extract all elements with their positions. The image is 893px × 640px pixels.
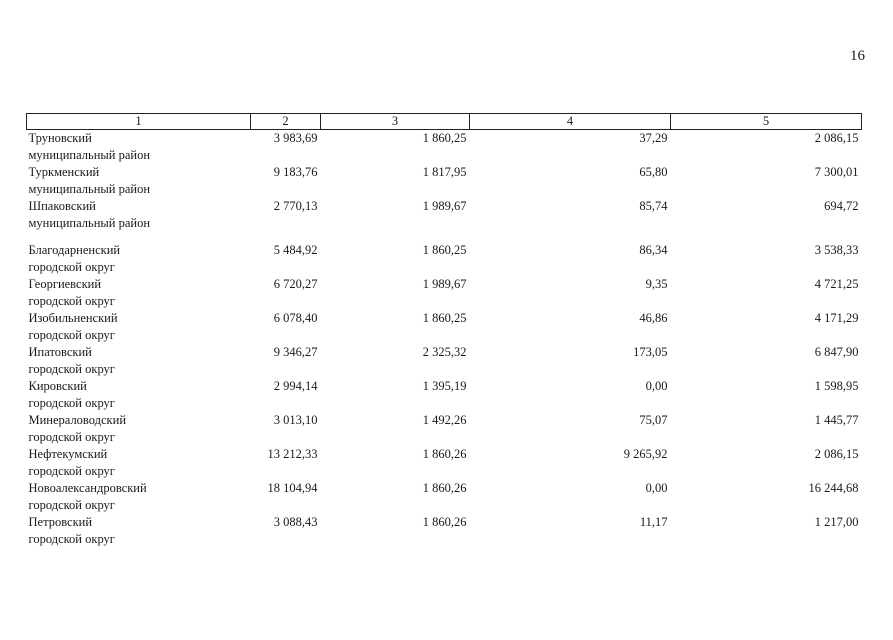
territory-name-line: городской округ xyxy=(28,498,115,512)
value-cell-5: 16 244,68 xyxy=(808,481,859,495)
territory-name-cell xyxy=(27,514,251,548)
territory-name-cell xyxy=(27,276,251,310)
value-cell-2: 18 104,94 xyxy=(267,481,318,495)
value-cell-3: 1 395,19 xyxy=(422,379,467,393)
value-cell-4: 86,34 xyxy=(639,243,668,257)
value-cell-2: 5 484,92 xyxy=(273,243,318,257)
territory-name-line: муниципальный район xyxy=(28,216,151,230)
value-cell-3: 1 989,67 xyxy=(422,199,467,213)
territory-name-cell xyxy=(27,446,251,480)
table-row xyxy=(27,198,862,242)
territory-name-line: Ипатовский xyxy=(28,345,92,359)
table-header-row xyxy=(27,114,862,130)
column-header-3: 3 xyxy=(321,114,470,130)
column-header-4: 4 xyxy=(470,114,671,130)
value-cell-4: 0,00 xyxy=(645,379,668,393)
value-cell-3: 1 492,26 xyxy=(422,413,467,427)
territory-name-cell xyxy=(27,378,251,412)
territory-name-line: городской округ xyxy=(28,328,115,342)
column-header-1: 1 xyxy=(27,114,251,130)
value-cell-2: 3 013,10 xyxy=(273,413,318,427)
value-cell-4: 37,29 xyxy=(639,131,668,145)
value-cell-4: 9,35 xyxy=(645,277,668,291)
value-cell-2: 3 983,69 xyxy=(273,131,318,145)
value-cell-3: 1 817,95 xyxy=(422,165,467,179)
value-cell-5: 3 538,33 xyxy=(814,243,859,257)
value-cell-4: 9 265,92 xyxy=(623,447,668,461)
territory-name-line: Труновский xyxy=(28,131,92,145)
value-cell-4: 0,00 xyxy=(645,481,668,495)
territory-name-line: городской округ xyxy=(28,464,115,478)
value-cell-5: 1 598,95 xyxy=(814,379,859,393)
territory-name-cell xyxy=(27,480,251,514)
territory-name-line: Благодарненский xyxy=(28,243,121,257)
value-cell-2: 3 088,43 xyxy=(273,515,318,529)
territory-name-line: Шпаковский xyxy=(28,199,96,213)
value-cell-3: 1 860,25 xyxy=(422,131,467,145)
value-cell-2: 13 212,33 xyxy=(267,447,318,461)
value-cell-3: 1 860,26 xyxy=(422,481,467,495)
territory-name-line: Нефтекумский xyxy=(28,447,108,461)
territory-name-cell xyxy=(27,198,251,242)
value-cell-5: 1 445,77 xyxy=(814,413,859,427)
value-cell-4: 85,74 xyxy=(639,199,668,213)
table-row xyxy=(27,344,862,378)
territory-name-line: Георгиевский xyxy=(28,277,102,291)
value-cell-4: 46,86 xyxy=(639,311,668,325)
value-cell-5: 7 300,01 xyxy=(814,165,859,179)
table-row xyxy=(27,514,862,548)
value-cell-3: 1 860,26 xyxy=(422,515,467,529)
column-header-5: 5 xyxy=(671,114,862,130)
value-cell-2: 9 183,76 xyxy=(273,165,318,179)
value-cell-5: 1 217,00 xyxy=(814,515,859,529)
value-cell-4: 75,07 xyxy=(639,413,668,427)
territory-name-cell xyxy=(27,412,251,446)
data-table xyxy=(26,113,862,548)
table-row xyxy=(27,446,862,480)
page-number: 16 xyxy=(850,48,865,64)
territory-name-line: Изобильненский xyxy=(28,311,118,325)
value-cell-2: 6 078,40 xyxy=(273,311,318,325)
territory-name-line: городской округ xyxy=(28,294,115,308)
value-cell-2: 2 770,13 xyxy=(273,199,318,213)
value-cell-3: 1 860,25 xyxy=(422,243,467,257)
table-row xyxy=(27,130,862,165)
table-row xyxy=(27,310,862,344)
territory-name-cell xyxy=(27,164,251,198)
territory-name-line: Новоалександровский xyxy=(28,481,147,495)
value-cell-5: 4 171,29 xyxy=(814,311,859,325)
value-cell-5: 694,72 xyxy=(824,199,859,213)
value-cell-5: 4 721,25 xyxy=(814,277,859,291)
territory-name-line: Минераловодский xyxy=(28,413,127,427)
territory-name-line: муниципальный район xyxy=(28,182,151,196)
value-cell-5: 6 847,90 xyxy=(814,345,859,359)
value-cell-5: 2 086,15 xyxy=(814,447,859,461)
value-cell-4: 11,17 xyxy=(639,515,668,529)
table-row xyxy=(27,412,862,446)
territory-name-line: городской округ xyxy=(28,532,115,546)
territory-name-cell xyxy=(27,130,251,165)
table-row xyxy=(27,276,862,310)
territory-name-line: Туркменский xyxy=(28,165,100,179)
table-row xyxy=(27,242,862,276)
territory-name-line: городской округ xyxy=(28,396,115,410)
table-row xyxy=(27,480,862,514)
table-row xyxy=(27,164,862,198)
value-cell-4: 65,80 xyxy=(639,165,668,179)
value-cell-3: 1 860,25 xyxy=(422,311,467,325)
territory-name-cell xyxy=(27,242,251,276)
territory-name-line: Петровский xyxy=(28,515,93,529)
territory-name-cell xyxy=(27,344,251,378)
value-cell-3: 1 989,67 xyxy=(422,277,467,291)
value-cell-5: 2 086,15 xyxy=(814,131,859,145)
value-cell-2: 9 346,27 xyxy=(273,345,318,359)
territory-name-line: городской округ xyxy=(28,260,115,274)
territory-name-line: городской округ xyxy=(28,362,115,376)
value-cell-3: 1 860,26 xyxy=(422,447,467,461)
column-header-2: 2 xyxy=(251,114,321,130)
territory-name-line: Кировский xyxy=(28,379,87,393)
territory-name-cell xyxy=(27,310,251,344)
value-cell-2: 2 994,14 xyxy=(273,379,318,393)
value-cell-4: 173,05 xyxy=(633,345,668,359)
value-cell-3: 2 325,32 xyxy=(422,345,467,359)
table-row xyxy=(27,378,862,412)
table-body xyxy=(27,130,862,549)
territory-name-line: муниципальный район xyxy=(28,148,151,162)
value-cell-2: 6 720,27 xyxy=(273,277,318,291)
territory-name-line: городской округ xyxy=(28,430,115,444)
